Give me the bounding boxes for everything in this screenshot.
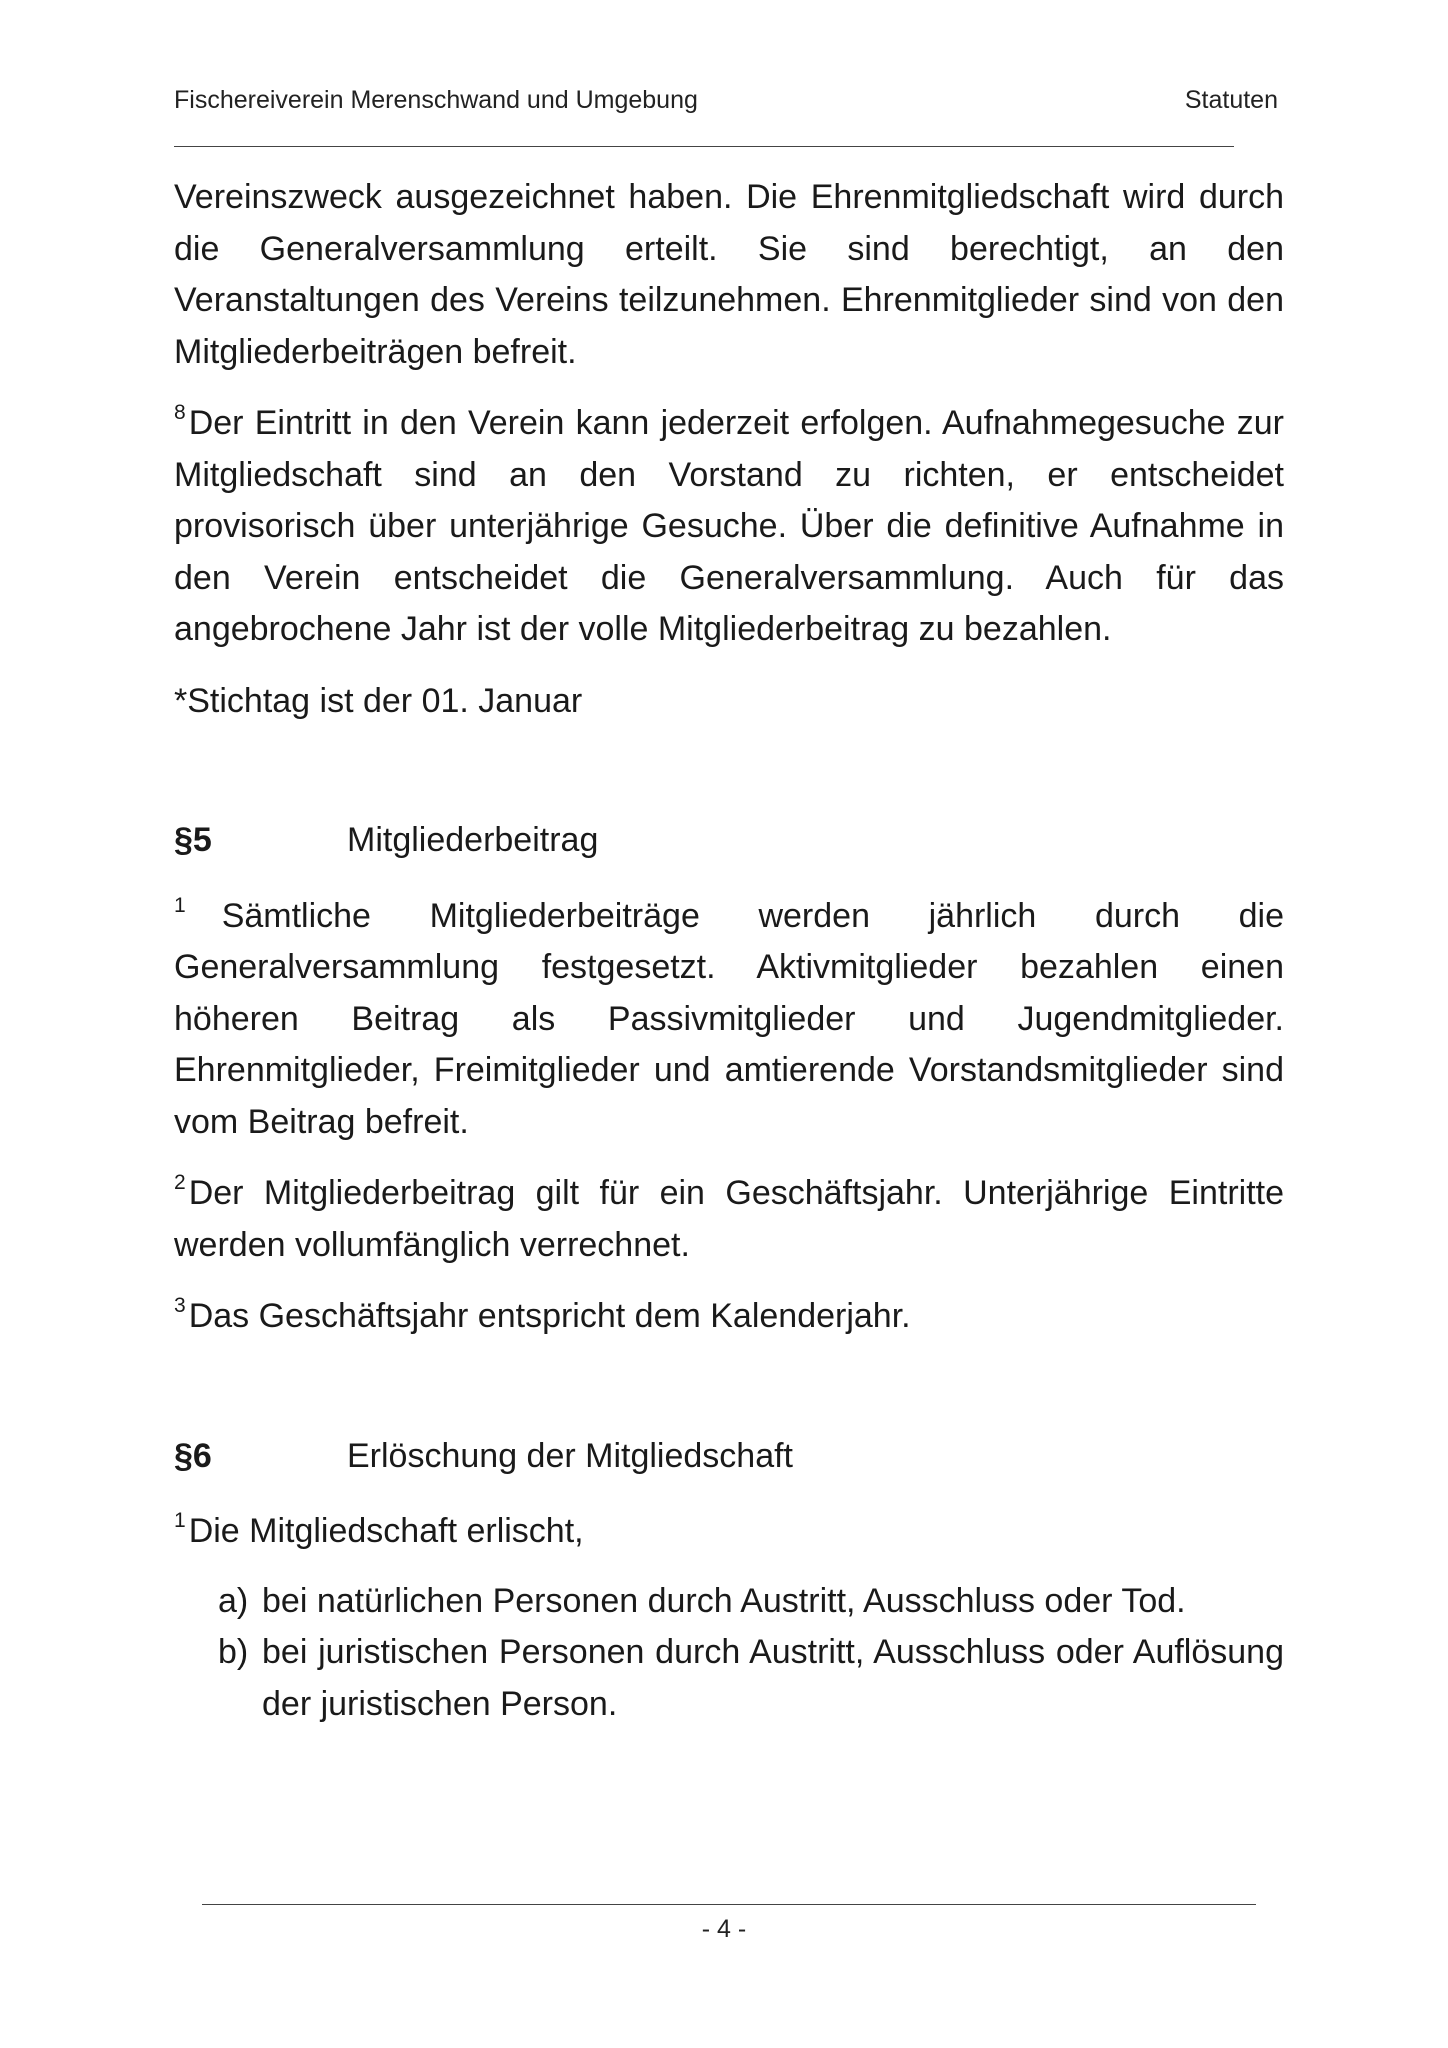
- paragraph-number: 3: [174, 1294, 186, 1317]
- paragraph-number: 1: [174, 1509, 186, 1532]
- section-title: Erlöschung der Mitgliedschaft: [347, 1436, 794, 1475]
- section-5-paragraph-2: [174, 1168, 1284, 1271]
- section-5-paragraph-1: [174, 891, 1284, 1149]
- list-item: [218, 1576, 1284, 1628]
- paragraph-number: 1: [174, 893, 186, 917]
- paragraph-text: Das Geschäftsjahr entspricht dem Kalenderjahr.: [188, 1297, 911, 1335]
- section-title: Mitgliederbeitrag: [347, 821, 599, 859]
- paragraph-text: Der Mitgliederbeitrag gilt für ein Geschäftsjahr. Unterjährige Eintritte werden vollumfänglich verrechnet.: [174, 1174, 1284, 1264]
- page-number: - 4 -: [701, 1915, 747, 1943]
- intro-paragraph: Vereinszweck ausgezeichnet haben. Die Ehrenmitgliedschaft wird durch die Generalversammlung erteilt. Sie sind berechtigt, an den Veranstaltungen des Vereins teilzunehmen. Ehrenmitglieder sind von den Mitgliederbeiträgen befreit.: [174, 178, 1284, 371]
- paragraph-8: [174, 398, 1284, 656]
- paragraph-number: 8: [174, 401, 186, 424]
- paragraph-text: Der Eintritt in den Verein kann jederzeit erfolgen. Aufnahmegesuche zur Mitgliedschaft sind an den Vorstand zu richten, er entscheidet provisorisch über unterjährige Gesuche. Über die definitive Aufnahme in den Verein entscheidet die Generalversammlung. Auch für das angebrochene Jahr ist der volle Mitgliederbeitrag zu bezahlen.: [174, 404, 1284, 648]
- footnote-note: *Stichtag ist der 01. Januar: [174, 681, 583, 720]
- termination-list: [174, 1576, 1284, 1731]
- list-item: [218, 1627, 1284, 1730]
- paragraph-text: Die Mitgliedschaft erlischt,: [188, 1512, 584, 1550]
- footer-divider: [202, 1904, 1256, 1905]
- section-6-paragraph-1: [174, 1506, 1284, 1558]
- header-organization: Fischereiverein Merenschwand und Umgebung: [174, 86, 698, 114]
- section-5-paragraph-3: [174, 1291, 1284, 1343]
- section-number: §6: [174, 1436, 212, 1475]
- section-number: §5: [174, 821, 212, 859]
- list-text: bei juristischen Personen durch Austritt, Ausschluss oder Auflösung der juristischen Person.: [262, 1633, 1284, 1723]
- section-6-heading: [174, 1431, 1284, 1483]
- section-5-heading: [174, 815, 1284, 867]
- header-document-type: Statuten: [1184, 86, 1278, 114]
- list-text: bei natürlichen Personen durch Austritt, Ausschluss oder Tod.: [262, 1581, 1186, 1620]
- header-divider: [174, 146, 1234, 147]
- paragraph-text: Sämtliche Mitgliederbeiträge werden jährlich durch die Generalversammlung festgesetzt. Aktivmitglieder bezahlen einen höheren Beitrag als Passivmitglieder und Jugendmitglieder. Ehrenmitglieder, Freimitglieder und amtierende Vorstandsmitglieder sind vom Beitrag befreit.: [174, 896, 1284, 1141]
- list-marker: b): [218, 1633, 249, 1671]
- document-body: [174, 172, 1284, 1730]
- page-header: [174, 86, 1278, 115]
- paragraph-number: 2: [174, 1171, 186, 1194]
- list-marker: a): [218, 1581, 249, 1620]
